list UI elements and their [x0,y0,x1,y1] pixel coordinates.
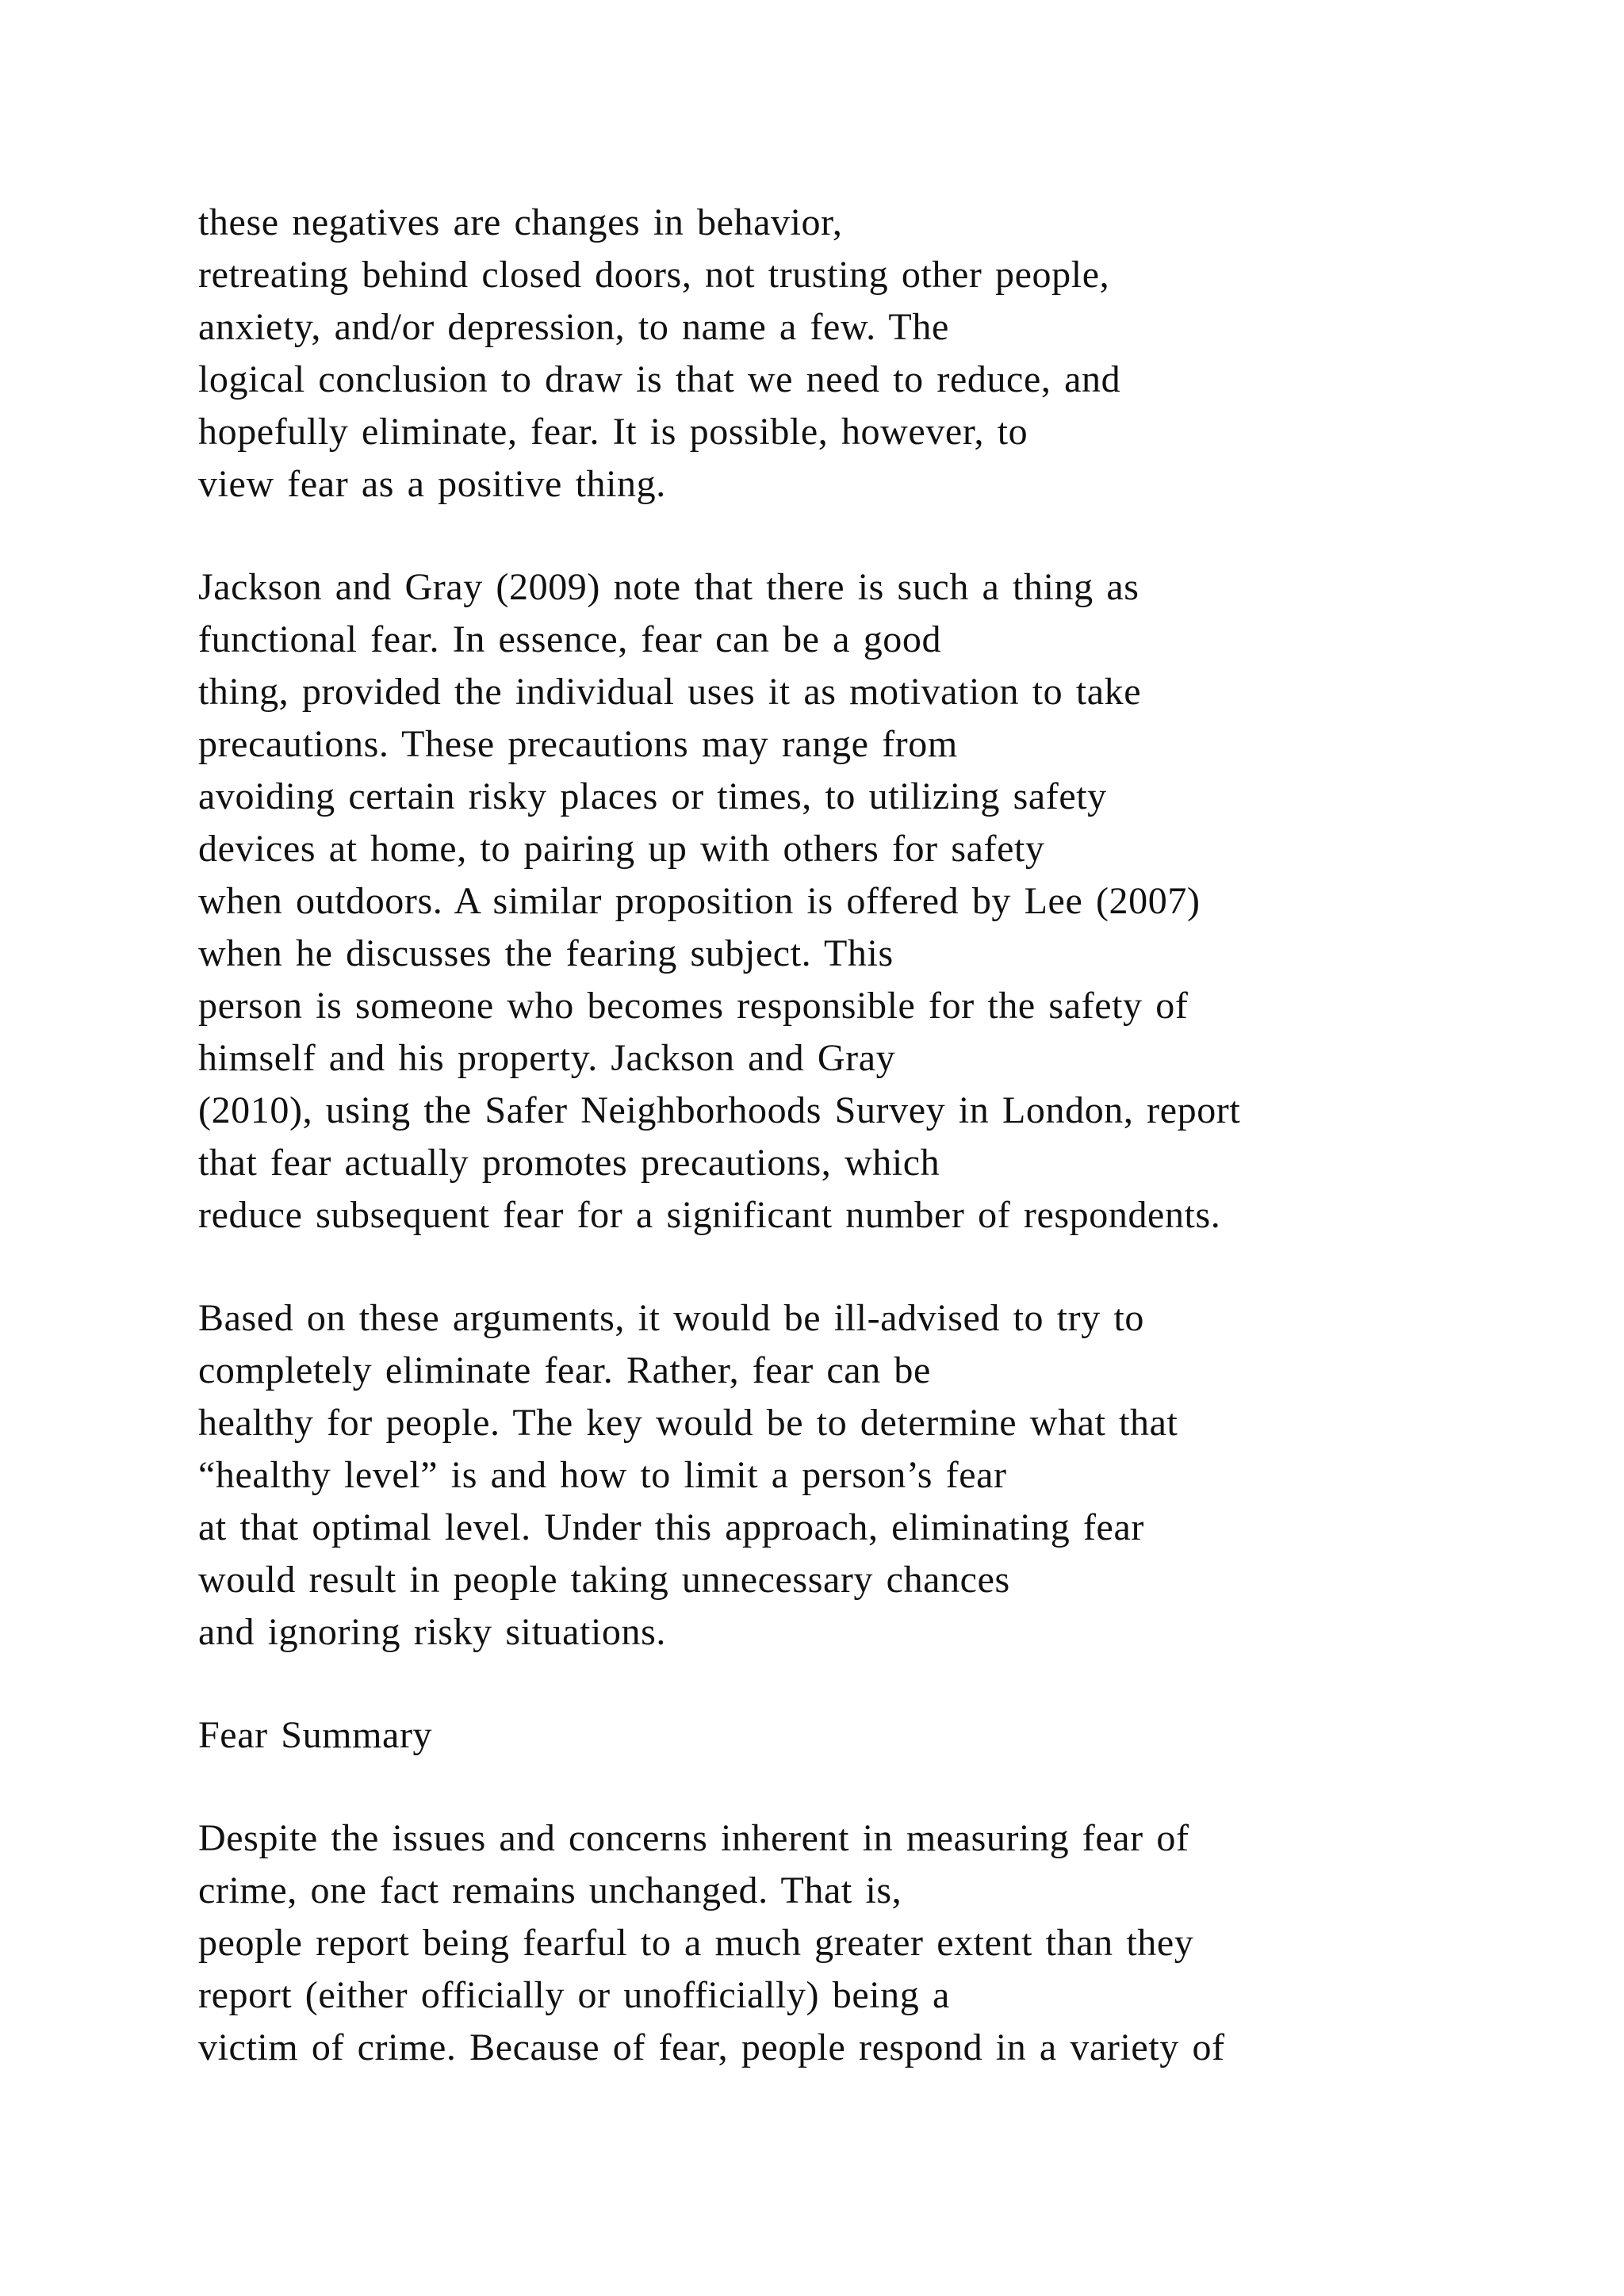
text-line: (2010), using the Safer Neighborhoods Survey in London, report [198,1089,1241,1131]
text-line: completely eliminate fear. Rather, fear can be [198,1349,931,1391]
text-line: healthy for people. The key would be to determine what that [198,1402,1178,1444]
text-line: Fear Summary [198,1714,433,1756]
paragraph-functional-fear [198,561,1483,1242]
paragraph-spacer [198,511,1483,561]
text-line: when outdoors. A similar proposition is offered by Lee (2007) [198,880,1201,922]
text-line: retreating behind closed doors, not trusting other people, [198,254,1110,296]
text-line: avoiding certain risky places or times, to utilizing safety [198,775,1107,817]
paragraph-spacer [198,1242,1483,1292]
text-line: Based on these arguments, it would be ill-advised to try to [198,1297,1144,1339]
text-line: view fear as a positive thing. [198,463,666,505]
text-line: logical conclusion to draw is that we need to reduce, and [198,358,1121,400]
text-line: people report being fearful to a much greater extent than they [198,1922,1194,1964]
text-line: precautions. These precautions may range from [198,723,958,765]
paragraph-healthy-level [198,1292,1483,1659]
text-line: devices at home, to pairing up with others for safety [198,828,1045,870]
text-line: crime, one fact remains unchanged. That is, [198,1869,902,1911]
document-body [198,197,1483,2074]
paragraph-summary [198,1812,1483,2074]
text-line: Jackson and Gray (2009) note that there is such a thing as [198,566,1139,608]
text-line: these negatives are changes in behavior, [198,201,843,243]
text-line: would result in people taking unnecessary chances [198,1559,1010,1601]
text-line: that fear actually promotes precautions, which [198,1142,940,1184]
text-line: functional fear. In essence, fear can be a good [198,618,942,660]
section-heading-fear-summary [198,1709,1483,1762]
text-line: reduce subsequent fear for a significant number of respondents. [198,1194,1221,1236]
text-line: and ignoring risky situations. [198,1611,666,1653]
text-line: when he discusses the fearing subject. This [198,932,894,974]
text-line: himself and his property. Jackson and Gray [198,1037,896,1079]
text-line: person is someone who becomes responsible for the safety of [198,985,1189,1027]
text-line: hopefully eliminate, fear. It is possible, however, to [198,411,1028,453]
paragraph-intro [198,197,1483,511]
paragraph-spacer [198,1762,1483,1812]
paragraph-spacer [198,1659,1483,1709]
text-line: “healthy level” is and how to limit a person’s fear [198,1454,1007,1496]
text-line: at that optimal level. Under this approach, eliminating fear [198,1506,1144,1548]
text-line: anxiety, and/or depression, to name a few. The [198,306,949,348]
text-line: report (either officially or unofficially) being a [198,1974,950,2016]
text-line: victim of crime. Because of fear, people respond in a variety of [198,2026,1225,2068]
text-line: thing, provided the individual uses it as motivation to take [198,671,1142,713]
text-line: Despite the issues and concerns inherent in measuring fear of [198,1817,1189,1859]
